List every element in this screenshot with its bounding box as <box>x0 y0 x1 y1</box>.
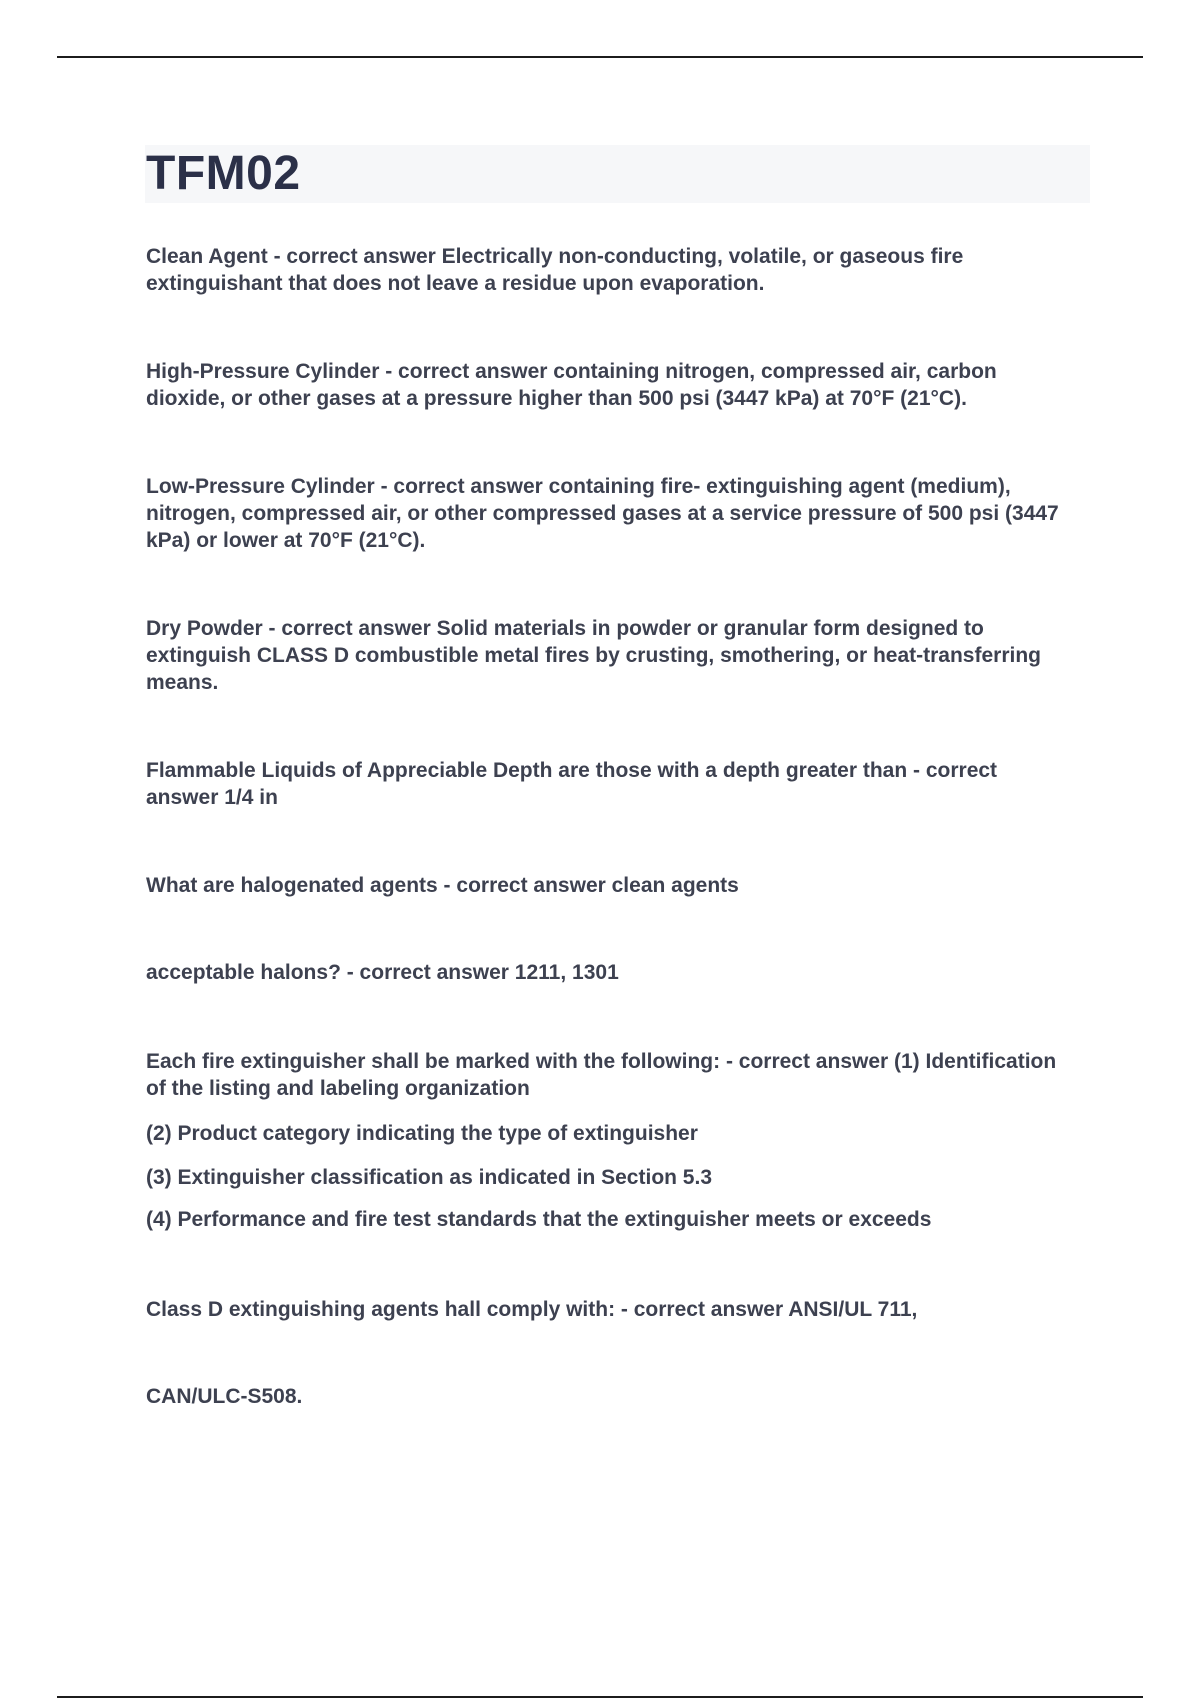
entry-marking-4: (4) Performance and fire test standards that the extinguisher meets or exceeds <box>146 1208 932 1231</box>
entry-class-d-agents: Class D extinguishing agents hall comply with: - correct answer ANSI/UL 711, <box>146 1298 918 1321</box>
top-rule <box>57 56 1143 58</box>
entry-clean-agent: Clean Agent - correct answer Electrically non-conducting, volatile, or gaseous fire extinguishant that does not leave a residue upon evaporation. <box>146 245 964 295</box>
entry-can-ulc: CAN/ULC-S508. <box>146 1385 303 1408</box>
entry-marking-3: (3) Extinguisher classification as indicated in Section 5.3 <box>146 1166 712 1189</box>
entry-high-pressure-cylinder: High-Pressure Cylinder - correct answer containing nitrogen, compressed air, carbon dioxide, or other gases at a pressure higher than 500 psi (3447 kPa) at 70°F (21°C). <box>146 360 997 410</box>
entry-low-pressure-cylinder: Low-Pressure Cylinder - correct answer containing fire- extinguishing agent (medium), nitrogen, compressed air, or other compressed gases at a service pressure of 500 psi (3447 kPa) or lower at 70°F (21°C). <box>146 475 1059 552</box>
entry-dry-powder: Dry Powder - correct answer Solid materials in powder or granular form designed to extinguish CLASS D combustible metal fires by crusting, smothering, or heat-transferring means. <box>146 617 1041 694</box>
entry-marking-2: (2) Product category indicating the type of extinguisher <box>146 1122 698 1145</box>
entry-flammable-liquids: Flammable Liquids of Appreciable Depth are those with a depth greater than - correct answer 1/4 in <box>146 759 998 809</box>
document-title: TFM02 <box>146 147 301 200</box>
entry-acceptable-halons: acceptable halons? - correct answer 1211, 1301 <box>146 961 619 984</box>
entry-extinguisher-markings: Each fire extinguisher shall be marked with the following: - correct answer (1) Identification of the listing and labeling organization <box>146 1050 1057 1100</box>
entry-halogenated-agents: What are halogenated agents - correct answer clean agents <box>146 874 739 897</box>
bottom-rule <box>57 1696 1143 1698</box>
